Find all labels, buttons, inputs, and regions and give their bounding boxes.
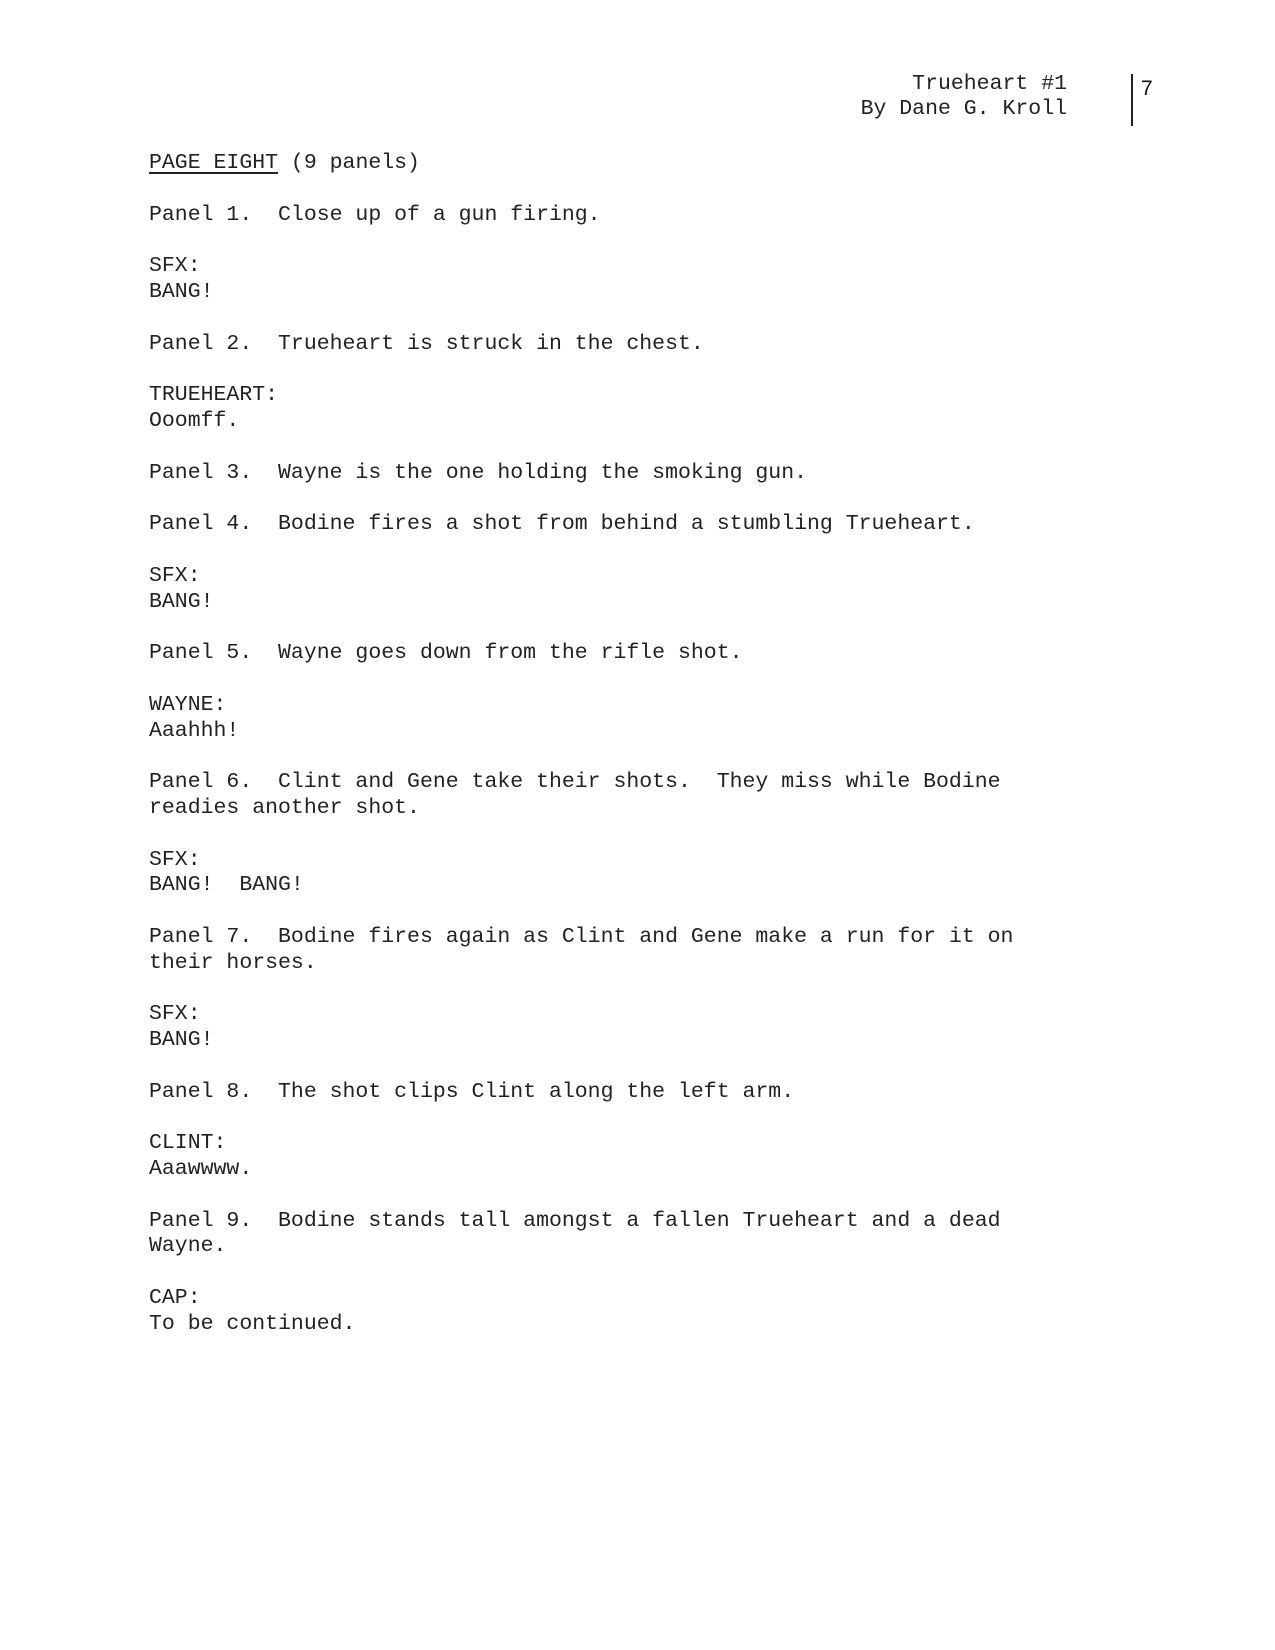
blank-line <box>149 1183 1149 1209</box>
script-line: Panel 7. Bodine fires again as Clint and Gene make a run for it on <box>149 924 1014 949</box>
blank-line <box>149 357 1149 383</box>
blank-line <box>149 486 1149 512</box>
script-line: Wayne. <box>149 1234 227 1259</box>
blank-line <box>149 899 1149 925</box>
script-line: BANG! <box>149 589 214 614</box>
blank-line <box>149 228 1149 254</box>
script-line: Panel 9. Bodine stands tall amongst a fallen Trueheart and a dead <box>149 1208 1001 1233</box>
script-line: Aaahhh! <box>149 718 240 743</box>
script-line: SFX: <box>149 563 201 588</box>
script-line: Panel 1. Close up of a gun firing. <box>149 202 601 227</box>
blank-line <box>149 744 1149 770</box>
script-line: TRUEHEART: <box>149 383 279 408</box>
script-line: Panel 2. Trueheart is struck in the chest. <box>149 331 704 356</box>
script-line: WAYNE: <box>149 692 227 717</box>
script-line: Panel 5. Wayne goes down from the rifle shot. <box>149 641 743 666</box>
blank-line <box>149 306 1149 332</box>
blank-line <box>149 667 1149 693</box>
script-line: Panel 8. The shot clips Clint along the left arm. <box>149 1079 795 1104</box>
script-line: BANG! <box>149 279 214 304</box>
script-body <box>149 151 1149 1338</box>
blank-line <box>149 977 1149 1003</box>
script-title: Trueheart #1 <box>912 72 1067 96</box>
page-number: 7 <box>1141 77 1153 100</box>
page-heading-label: PAGE EIGHT <box>149 151 279 175</box>
page-header <box>861 72 1067 122</box>
blank-line <box>149 1054 1149 1080</box>
blank-line <box>149 1105 1149 1131</box>
blank-line <box>149 435 1149 461</box>
script-line: CLINT: <box>149 1131 227 1156</box>
script-line: their horses. <box>149 950 317 975</box>
header-divider <box>1131 74 1133 126</box>
script-line: Panel 3. Wayne is the one holding the smoking gun. <box>149 460 808 485</box>
page-heading-panel-count: (9 panels) <box>278 151 420 175</box>
script-line: To be continued. <box>149 1311 356 1336</box>
script-line: readies another shot. <box>149 795 420 820</box>
script-line: SFX: <box>149 254 201 279</box>
script-line: BANG! BANG! <box>149 873 304 898</box>
script-line: Panel 6. Clint and Gene take their shots. They miss while Bodine <box>149 770 1001 795</box>
blank-line <box>149 538 1149 564</box>
script-author: By Dane G. Kroll <box>860 97 1067 121</box>
script-line: Panel 4. Bodine fires a shot from behind a stumbling Trueheart. <box>149 512 975 537</box>
script-line: SFX: <box>149 847 201 872</box>
script-line: CAP: <box>149 1286 201 1311</box>
script-line: Ooomff. <box>149 408 240 433</box>
script-line: BANG! <box>149 1028 214 1053</box>
blank-line <box>149 615 1149 641</box>
blank-line <box>149 177 1149 203</box>
script-line: Aaawwww. <box>149 1157 253 1182</box>
blank-line <box>149 1260 1149 1286</box>
blank-line <box>149 822 1149 848</box>
script-line: SFX: <box>149 1002 201 1027</box>
page-heading <box>149 151 1149 177</box>
